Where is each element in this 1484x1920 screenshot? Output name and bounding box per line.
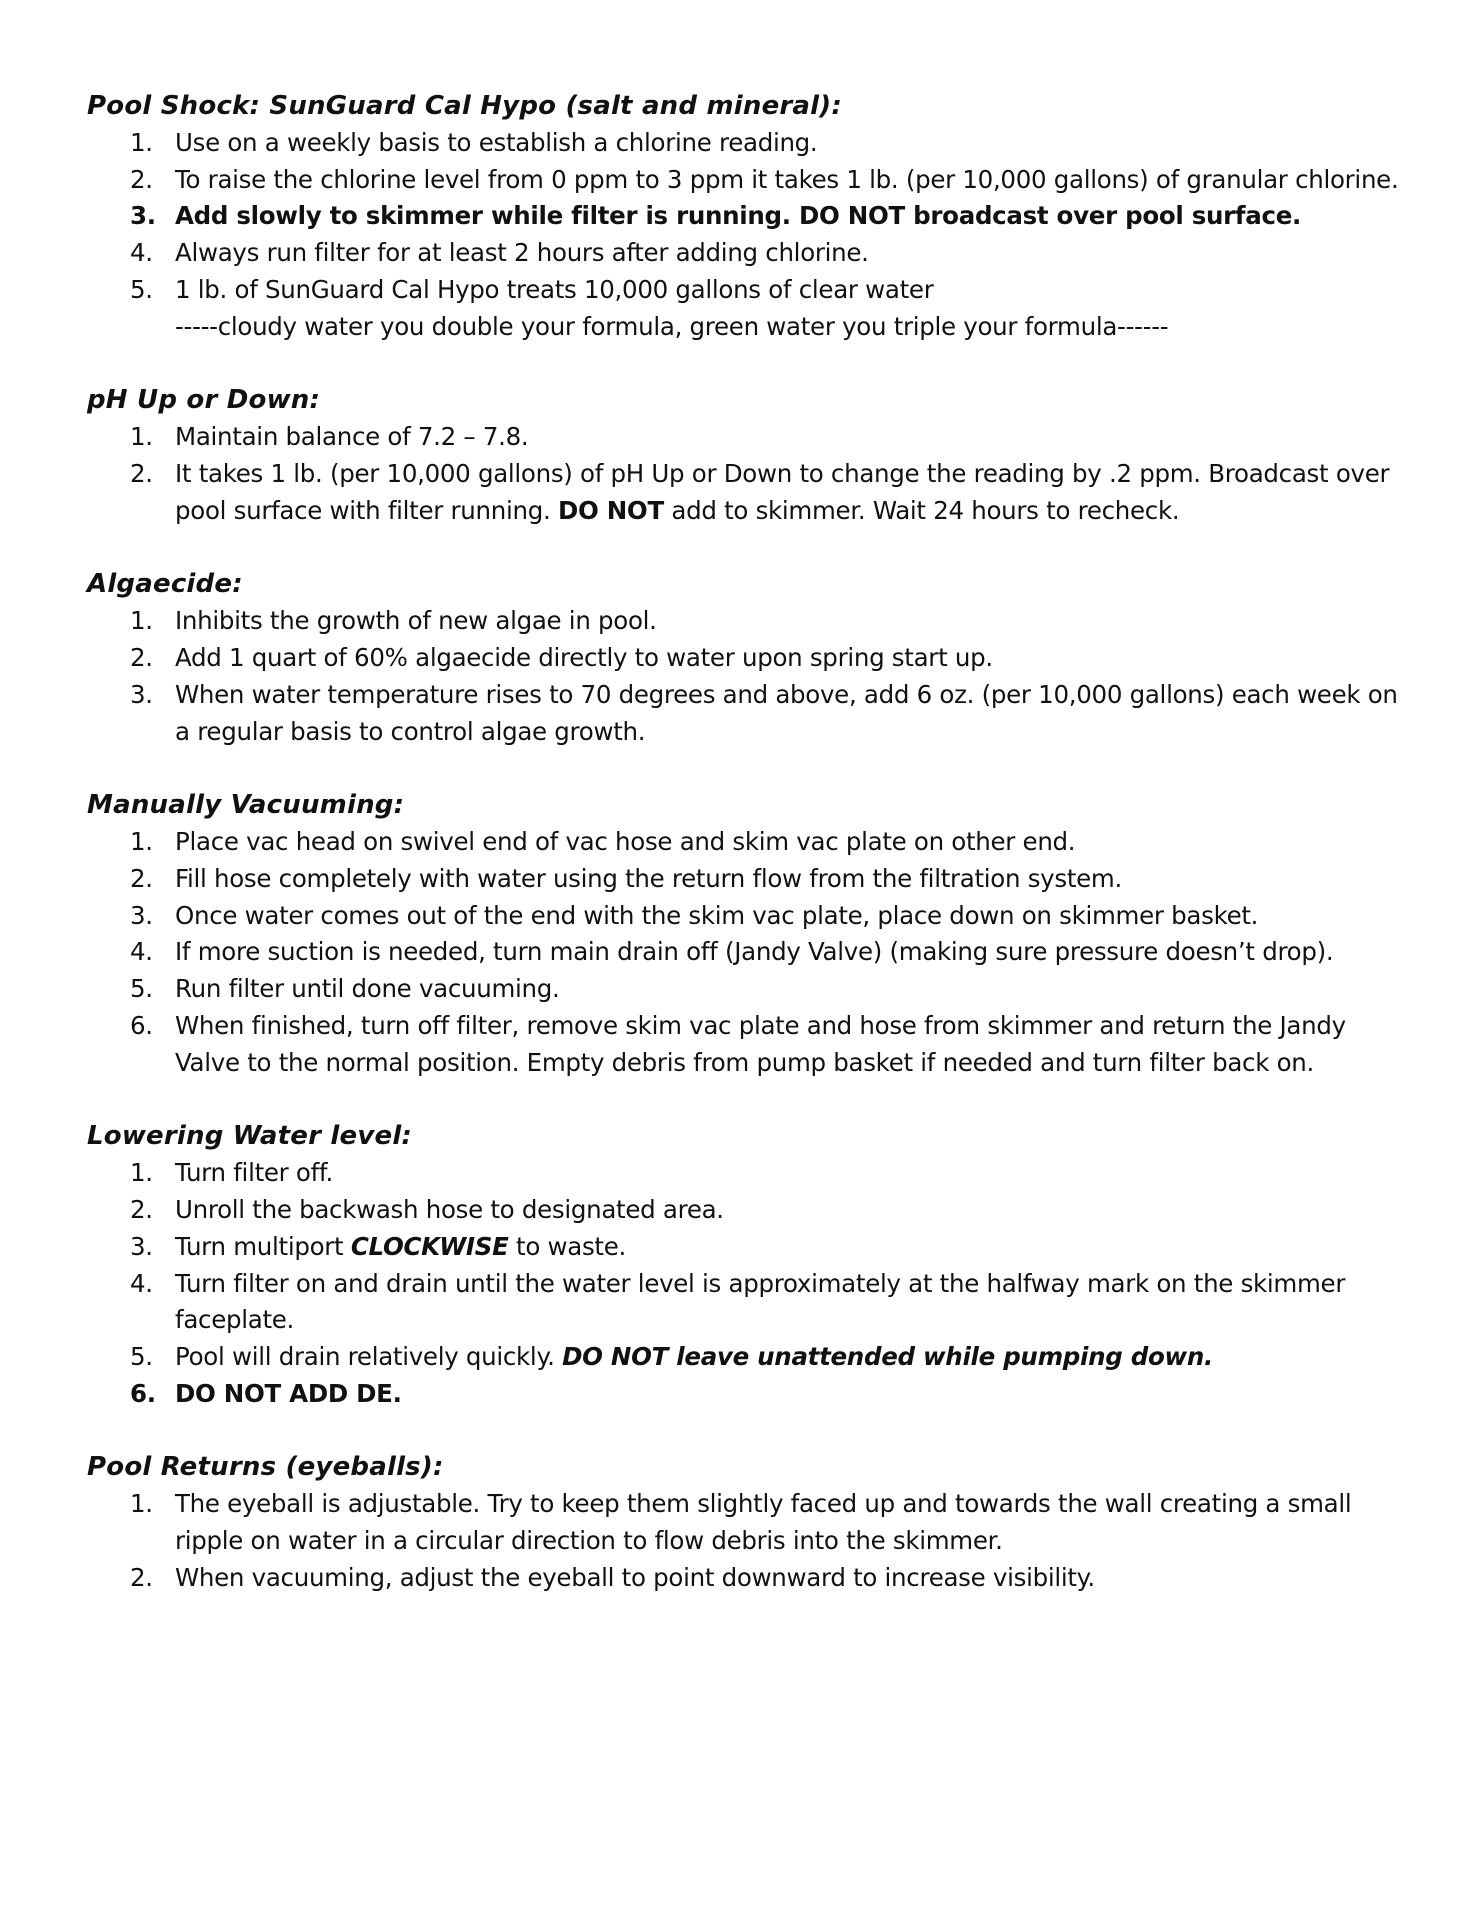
- item-emphasis: CLOCKWISE: [350, 1231, 509, 1261]
- item-text: Use on a weekly basis to establish a chlorine reading.: [175, 127, 818, 157]
- document-page: [87, 88, 1417, 1633]
- list-item: [87, 971, 1417, 1008]
- section-heading: Manually Vacuuming:: [87, 790, 405, 821]
- item-number: 3.: [130, 679, 153, 709]
- list-item: [87, 824, 1417, 861]
- item-text: The eyeball is adjustable. Try to keep them slightly faced up and towards the wall creating a small ripple on water in a circular direction to flow debris into the skimmer.: [175, 1489, 1352, 1556]
- section-heading: pH Up or Down:: [87, 385, 321, 416]
- section-heading: Lowering Water level:: [87, 1121, 413, 1152]
- item-text: Maintain balance of 7.2 – 7.8.: [175, 422, 529, 452]
- item-number: 4.: [130, 1268, 153, 1298]
- item-number: 3.: [130, 900, 153, 930]
- numbered-list: [87, 125, 1417, 346]
- item-text: Add 1 quart of 60% algaecide directly to water upon spring start up.: [175, 642, 993, 672]
- item-text: To raise the chlorine level from 0 ppm to 3 ppm it takes 1 lb. (per 10,000 gallons) of granular chlorine.: [175, 164, 1399, 194]
- item-number: 6.: [130, 1378, 156, 1408]
- list-item: [87, 272, 1417, 346]
- item-number: 4.: [130, 937, 153, 967]
- item-text: DO NOT ADD DE.: [175, 1378, 402, 1408]
- item-text: If more suction is needed, turn main drain off (Jandy Valve) (making sure pressure doesn’t drop).: [175, 937, 1334, 967]
- section-heading: Algaecide:: [87, 569, 243, 600]
- section-ph: [87, 382, 1417, 529]
- section-pool-shock: [87, 88, 1417, 346]
- item-text: 1 lb. of SunGuard Cal Hypo treats 10,000 gallons of clear water: [175, 274, 934, 304]
- item-continuation: -----cloudy water you double your formula, green water you triple your formula------: [175, 311, 1169, 341]
- section-heading: Pool Returns (eyeballs):: [87, 1452, 444, 1483]
- list-item: [87, 603, 1417, 640]
- list-item: [87, 640, 1417, 677]
- item-number: 2.: [130, 1562, 153, 1592]
- item-text: Turn filter on and drain until the water level is approximately at the halfway mark on the skimmer faceplate.: [175, 1268, 1346, 1335]
- item-text: Turn multiport: [175, 1231, 351, 1261]
- list-item: [87, 1486, 1417, 1560]
- item-emphasis: DO NOT: [557, 495, 664, 525]
- item-number: 3.: [130, 1231, 153, 1261]
- numbered-list: [87, 1486, 1417, 1596]
- section-algaecide: [87, 566, 1417, 750]
- item-number: 5.: [130, 1342, 153, 1372]
- item-text: Once water comes out of the end with the skim vac plate, place down on skimmer basket.: [175, 900, 1259, 930]
- list-item: [87, 1560, 1417, 1597]
- list-item: [87, 1266, 1417, 1340]
- item-number: 5.: [130, 274, 153, 304]
- item-text: Inhibits the growth of new algae in pool.: [175, 606, 657, 636]
- list-item: [87, 1192, 1417, 1229]
- section-manually-vacuuming: [87, 787, 1417, 1081]
- item-number: 1.: [130, 826, 153, 856]
- item-text: to waste.: [508, 1231, 627, 1261]
- item-number: 6.: [130, 1010, 153, 1040]
- item-number: 3.: [130, 201, 156, 231]
- list-item: [87, 861, 1417, 898]
- list-item: [87, 1008, 1417, 1082]
- list-item: [87, 1155, 1417, 1192]
- list-item: [87, 198, 1417, 235]
- item-text: It takes 1 lb. (per 10,000 gallons) of pH Up or Down to change the reading by .2 ppm. Broadcast over pool surface with filter running.: [175, 458, 1390, 525]
- item-emphasis: DO NOT leave unattended while pumping down.: [562, 1342, 1213, 1372]
- list-item: [87, 419, 1417, 456]
- item-text: Fill hose completely with water using the return flow from the filtration system.: [175, 863, 1122, 893]
- item-text: Place vac head on swivel end of vac hose and skim vac plate on other end.: [175, 826, 1076, 856]
- numbered-list: [87, 1155, 1417, 1413]
- list-item: [87, 934, 1417, 971]
- item-number: 5.: [130, 974, 153, 1004]
- section-heading: Pool Shock: SunGuard Cal Hypo (salt and mineral):: [87, 91, 842, 121]
- numbered-list: [87, 824, 1417, 1082]
- list-item: [87, 456, 1417, 530]
- list-item: [87, 1339, 1417, 1376]
- numbered-list: [87, 419, 1417, 529]
- list-item: [87, 162, 1417, 199]
- item-text: add to skimmer. Wait 24 hours to recheck.: [663, 495, 1180, 525]
- item-text: When finished, turn off filter, remove skim vac plate and hose from skimmer and return the Jandy Valve to the normal position. Empty debris from pump basket if needed and turn filter back on.: [175, 1010, 1346, 1077]
- list-item: [87, 677, 1417, 751]
- item-number: 2.: [130, 1194, 153, 1224]
- item-number: 2.: [130, 863, 153, 893]
- item-number: 1.: [130, 606, 153, 636]
- item-number: 4.: [130, 238, 153, 268]
- item-number: 2.: [130, 458, 153, 488]
- item-text: Unroll the backwash hose to designated area.: [175, 1194, 724, 1224]
- item-number: 1.: [130, 1489, 153, 1519]
- item-text: Always run filter for at least 2 hours after adding chlorine.: [175, 238, 869, 268]
- item-text: When water temperature rises to 70 degrees and above, add 6 oz. (per 10,000 gallons) each week on a regular basis to control algae growth.: [175, 679, 1398, 746]
- list-item: [87, 1229, 1417, 1266]
- item-text: Run filter until done vacuuming.: [175, 974, 560, 1004]
- item-text: Add slowly to skimmer while filter is running. DO NOT broadcast over pool surface.: [175, 201, 1302, 231]
- section-lowering-water-level: [87, 1118, 1417, 1412]
- item-text: Turn filter off.: [175, 1158, 333, 1188]
- list-item: [87, 898, 1417, 935]
- list-item: [87, 1376, 1417, 1413]
- item-number: 1.: [130, 422, 153, 452]
- list-item: [87, 235, 1417, 272]
- list-item: [87, 125, 1417, 162]
- item-number: 2.: [130, 164, 153, 194]
- item-number: 1.: [130, 1158, 153, 1188]
- item-text: Pool will drain relatively quickly.: [175, 1342, 563, 1372]
- item-number: 2.: [130, 642, 153, 672]
- numbered-list: [87, 603, 1417, 750]
- item-text: When vacuuming, adjust the eyeball to point downward to increase visibility.: [175, 1562, 1095, 1592]
- section-pool-returns: [87, 1449, 1417, 1596]
- item-number: 1.: [130, 127, 153, 157]
